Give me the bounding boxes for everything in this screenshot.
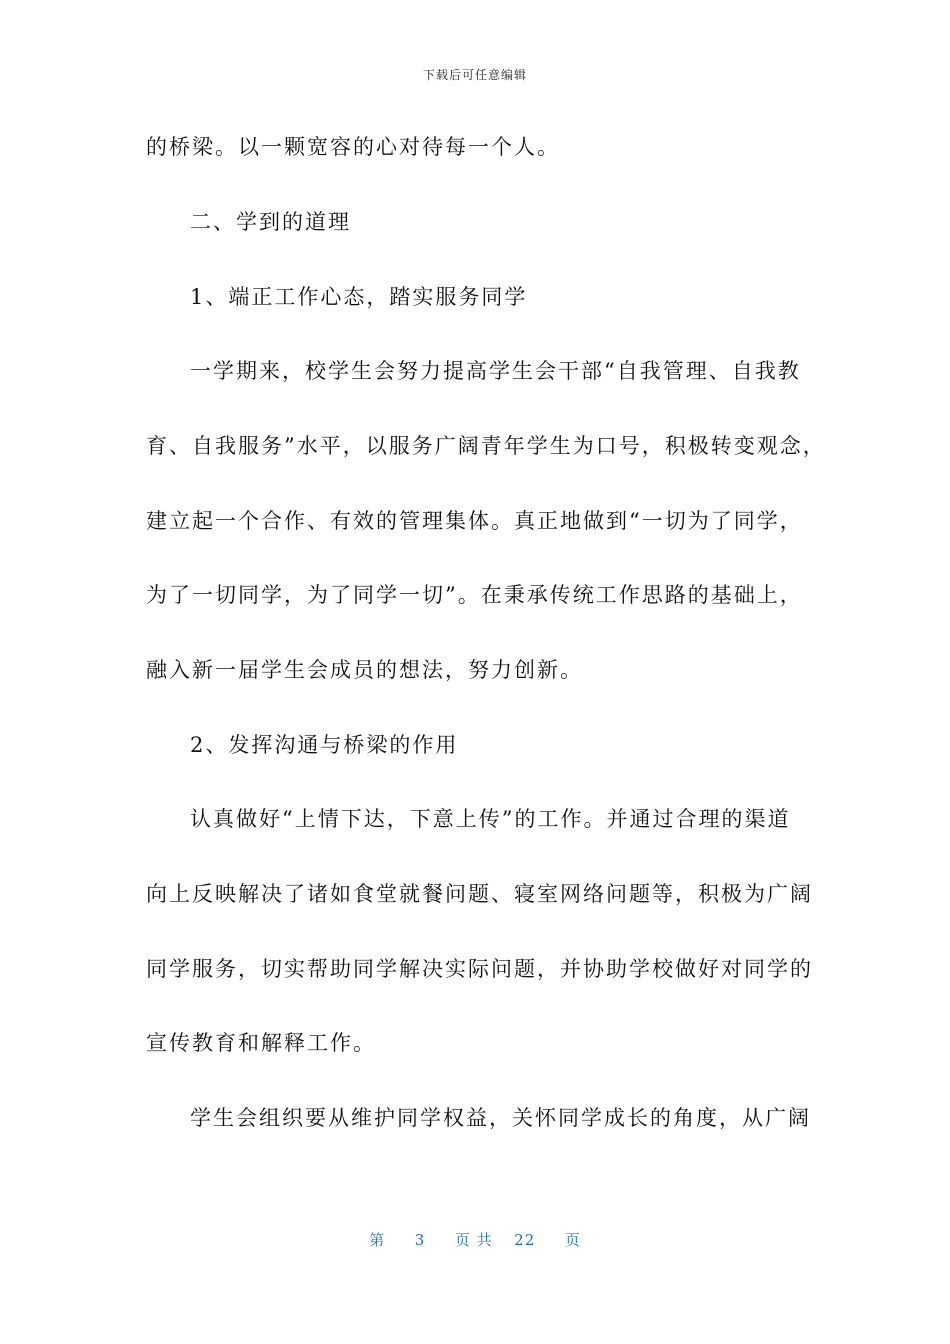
page-number: 3 bbox=[414, 1231, 426, 1249]
body-line-10: 宣传教育和解释工作。 bbox=[146, 1031, 376, 1055]
body-line-8: 向上反映解决了诸如食堂就餐问题、寝室网络问题等，积极为广阔 bbox=[146, 882, 813, 906]
body-line-4: 建立起一个合作、有效的管理集体。真正地做到“一切为了同学， bbox=[146, 509, 803, 533]
body-line-1: 的桥梁。以一颗宽容的心对待每一个人。 bbox=[146, 135, 560, 159]
page-footer bbox=[0, 1229, 950, 1250]
body-line-9: 同学服务，切实帮助同学解决实际问题，并协助学校做好对同学的 bbox=[146, 957, 813, 981]
page-mid: 页 共 bbox=[454, 1231, 493, 1249]
body-line-2: 一学期来，校学生会努力提高学生会干部“自我管理、自我教 bbox=[190, 359, 801, 383]
body-line-7: 认真做好“上情下达，下意上传”的工作。并通过合理的渠道 bbox=[190, 807, 791, 831]
page-suffix: 页 bbox=[564, 1231, 581, 1249]
subheading-1: 1、端正工作心态，踏实服务同学 bbox=[190, 285, 528, 309]
page-prefix: 第 bbox=[369, 1231, 386, 1249]
body-line-5: 为了一切同学，为了同学一切”。在秉承传统工作思路的基础上， bbox=[146, 583, 803, 607]
body-line-3: 育、自我服务”水平，以服务广阔青年学生为口号，积极转变观念， bbox=[146, 434, 826, 458]
subheading-2: 2、发挥沟通与桥梁的作用 bbox=[190, 733, 459, 757]
header-note: 下载后可任意编辑 bbox=[422, 68, 527, 82]
page-total: 22 bbox=[514, 1231, 536, 1249]
body-line-6: 融入新一届学生会成员的想法，努力创新。 bbox=[146, 658, 583, 682]
section-heading-2: 二、学到的道理 bbox=[190, 210, 351, 234]
body-line-11: 学生会组织要从维护同学权益，关怀同学成长的角度，从广阔 bbox=[190, 1106, 811, 1130]
